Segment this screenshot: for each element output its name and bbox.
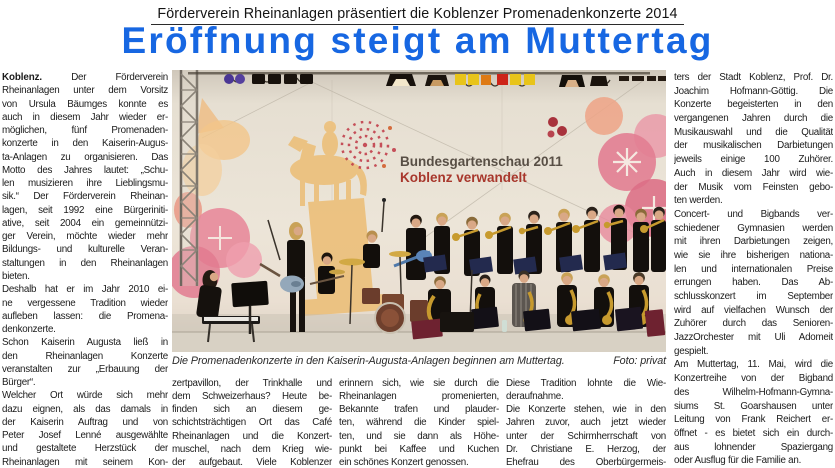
text-line: jeweils einige 100 Zuhörer.	[674, 154, 833, 166]
text-line: ative, seit 2004 ein gemeinnützi-	[2, 217, 168, 229]
text-line: Deshalb hat er im Jahr 2010 ei-	[2, 284, 168, 296]
text-line: Dr. Christiane E. Herzog, der	[506, 443, 666, 455]
text-line: der Musik vom Feinsten gebo-	[674, 181, 833, 193]
text-line: wird auf vielfachen Wunsch der	[674, 304, 833, 316]
text-line: denkonzerte.	[2, 324, 56, 336]
photo-caption: Die Promenadenkonzerte in den Kaiserin-Augusta-Anlagen beginnen am Muttertag.	[172, 355, 565, 367]
text-line: öffnet - es bietet sich ein durch-	[674, 427, 833, 439]
stage-monitor	[440, 312, 474, 332]
text-line: Diese Tradition lohnte die Wie-	[506, 378, 666, 389]
banner-subtitle: Koblenz verwandelt	[400, 170, 527, 185]
text-line: len und internationalen Preise	[674, 263, 833, 275]
text-line: JazzOrchester mit Uli Adomeit	[674, 332, 833, 344]
text-line: finden sich an diesem ge-	[172, 404, 332, 416]
text-line: Auch in diesem Jahr wird wie-	[674, 167, 833, 179]
text-line: wie sie ihre bisherigen nationa-	[674, 249, 833, 261]
text-line: Zuhörer durch das Senioren-	[674, 318, 833, 330]
text-line: möglichen, fünf Promenaden-	[2, 125, 168, 137]
text-line: deraufnahme.	[506, 391, 564, 403]
text-line: Am Muttertag, 11. Mai, wird die	[674, 359, 833, 371]
text-line: gespielt.	[674, 345, 709, 357]
text-line: dazu eignen, als das damals in	[2, 403, 168, 415]
stage-truss	[179, 70, 199, 286]
text-line: len musizieren ihre Lieblingsmu-	[2, 178, 168, 190]
text-line: Die Konzerte stehen, wie in den	[506, 404, 666, 416]
text-line: Peter Josef Lenné ausgewählte	[2, 430, 168, 442]
concert-photo	[172, 70, 666, 352]
text-line: Jahren zuvor, auch jetzt wieder	[506, 417, 666, 429]
text-line: ters der Stadt Koblenz, Prof. Dr.	[674, 72, 833, 83]
text-line: erinnern sich, wie sie durch die	[339, 378, 499, 389]
article-column-bottom-1	[172, 377, 332, 468]
text-line: unter der Schirmherrschaft von	[506, 430, 666, 442]
article-column-bottom-2	[339, 377, 499, 468]
photo-credit: Foto: privat	[613, 355, 666, 367]
text-line: ten werden.	[674, 195, 723, 207]
headline: Eröffnung steigt am Muttertag	[121, 20, 714, 61]
text-line: Ehefrau des Oberbürgermeis-	[506, 456, 666, 468]
text-line: Rheinanlagen mit seinem Kon-	[2, 456, 168, 468]
text-line: aus lohnender Spaziergang	[674, 441, 833, 453]
text-line: ger Verein, möchte wieder mehr	[2, 231, 168, 243]
text-line: Koblenz. Der Förderverein	[2, 72, 168, 83]
text-line: oder Ausflug für die Familie an.	[674, 455, 802, 467]
text-line: ne vergessene Tradition wieder	[2, 297, 168, 309]
article-column-left	[2, 71, 168, 468]
article-column-right	[674, 71, 833, 468]
concert-photo-illustration	[172, 70, 666, 352]
text-line: schlusskonzert im September	[674, 291, 833, 302]
text-line: aufleben lassen: die Promena-	[2, 310, 168, 322]
text-line: Motto des Jahres lautet: „Schu-	[2, 164, 168, 176]
text-line: Rheinanlagen unter dem Vorsitz	[2, 85, 168, 97]
text-line: Bekannte trafen und plauder-	[339, 404, 499, 416]
text-line: Leitung von Frank Reichert er-	[674, 414, 833, 426]
article-column-bottom-3	[506, 377, 666, 468]
text-line: lagen, seit 1992 eine Bürgeriniti-	[2, 204, 168, 216]
banner-title: Bundesgartenschau 2011	[400, 154, 563, 169]
text-line: schiedener Gymnasien werden	[674, 222, 833, 234]
text-line: Rheinanlagen promenierten,	[339, 391, 499, 403]
water-bottle	[502, 320, 507, 332]
text-line: staltungen in den Rheinanlagen	[2, 257, 168, 269]
text-line: den Rheinanlagen Konzerte	[2, 350, 168, 362]
text-line: Schon Kaiserin Augusta ließ in	[2, 337, 168, 349]
text-line: vergangenen Jahren durch die	[674, 113, 833, 125]
text-line: Bürger“.	[2, 377, 36, 389]
text-line: und gestaltete Herzstück der	[2, 443, 168, 455]
text-line: Konzertreihe von der Bigband	[674, 373, 833, 385]
text-line: der musikalischen Darbietungen	[674, 140, 833, 152]
text-line: der Kaiserin Auftrag und von	[2, 416, 168, 428]
text-line: von Ursula Bäumges konnte es	[2, 98, 168, 110]
text-line: mit ihren Darbietungen zeigen,	[674, 236, 833, 248]
text-line: Rheinanlagen und die Konzert-	[172, 430, 332, 442]
text-line: siums St. Goarshausen unter	[674, 400, 833, 412]
photo-caption-row	[172, 355, 666, 367]
text-line: muschel, nach dem Krieg wie-	[172, 443, 332, 455]
text-line: des Wilhelm-Hofmann-Gymna-	[674, 386, 833, 398]
text-line: der aufgebaut. Viele Koblenzer	[172, 456, 332, 468]
text-line: punkt bei Kaffee und Kuchen	[339, 443, 499, 455]
text-line: bieten.	[2, 270, 30, 282]
text-line: ten, und sie dann als Höhe-	[339, 430, 499, 442]
text-line: ta-Anlagen zu organisieren. Das	[2, 151, 168, 163]
kicker-text: Förderverein Rheinanlagen präsentiert die Koblenzer Promenadenkonzerte 2014	[151, 6, 683, 25]
text-line: auch in diesem Jahr wieder er-	[2, 111, 168, 123]
text-line: Welcher Ort würde sich mehr	[2, 390, 168, 402]
text-line: Musikauswahl und die Qualität	[674, 126, 833, 138]
text-line: zertpavillon, der Trinkhalle und	[172, 378, 332, 389]
text-line: Concert- und Bigbands ver-	[674, 208, 833, 220]
text-line: Joachim Hofmann-Göttig. Die	[674, 85, 833, 97]
text-line: konzerte in den Kaiserin-Augus-	[2, 138, 168, 150]
text-line: sik.“ Der Förderverein Rheinan-	[2, 191, 168, 203]
text-line: Bildungs- und kulturelle Veran-	[2, 244, 168, 256]
text-line: ein schönes Konzert genossen.	[339, 456, 469, 468]
text-line: schichtsträchtigen Ort das Café	[172, 417, 332, 429]
text-line: veranstalten zur „Erbauung der	[2, 363, 168, 375]
text-line: dem Schweizerhaus? Heute be-	[172, 391, 332, 403]
text-line: errungen haben. Das Ab-	[674, 277, 833, 289]
text-line: ten, während die Kinder spiel-	[339, 417, 499, 429]
text-line: Konzerte begeisterten in den	[674, 99, 833, 111]
